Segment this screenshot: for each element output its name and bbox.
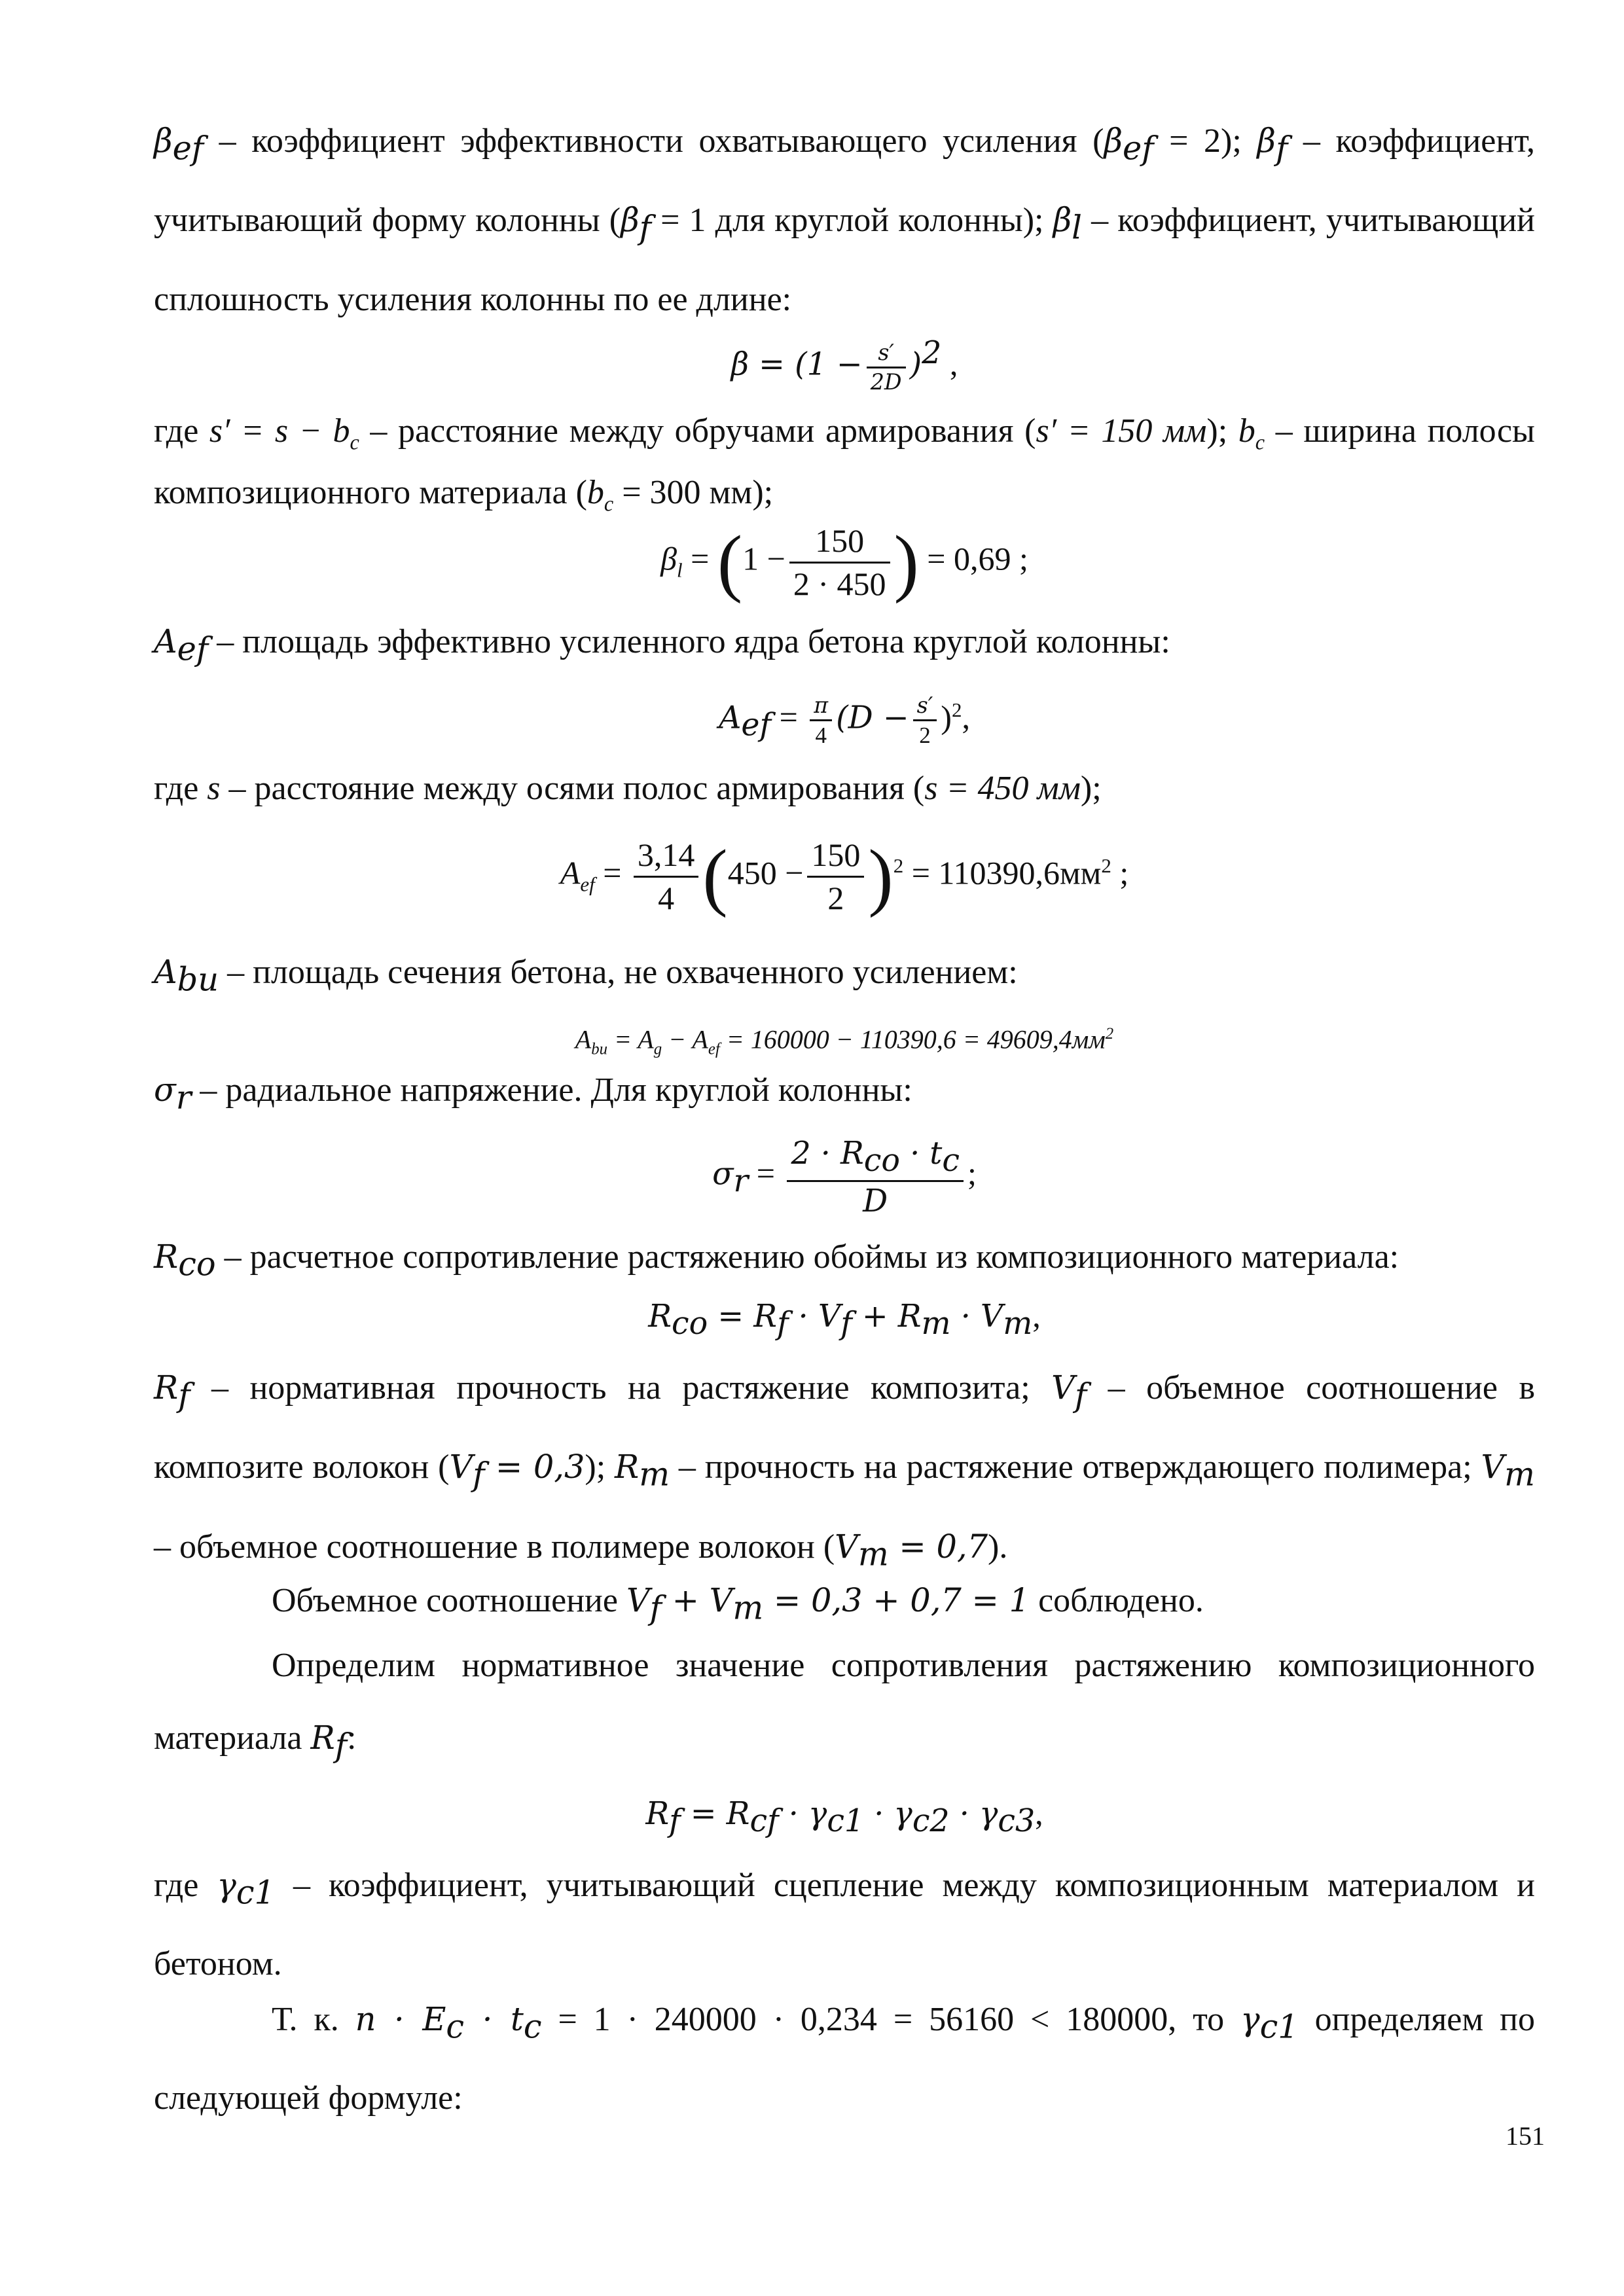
s-value: s = 450 мм: [924, 770, 1081, 807]
text-segment: );: [1080, 770, 1102, 807]
eq-lhs-sub: l: [677, 558, 683, 582]
text-segment: где: [154, 412, 209, 450]
bc-value: = 300 мм: [613, 474, 753, 512]
unit-exponent: 2: [1101, 853, 1111, 877]
text-segment: – коэффициент эффективности охватывающего усиления (: [204, 122, 1104, 160]
paragraph-condition: [154, 1983, 1535, 2134]
fraction-denominator: 2: [919, 722, 931, 748]
paragraph-abu: [154, 936, 1535, 1015]
num-sub: co: [863, 1143, 900, 1179]
ratio-value: = 0,3 + 0,7 = 1: [763, 1581, 1030, 1619]
text-segment: Объемное соотношение: [272, 1582, 626, 1619]
eq-term: − A: [662, 1024, 708, 1054]
aef-sub: ef: [177, 630, 209, 668]
rf-sub: f: [178, 1376, 190, 1414]
eq-sub: c2: [912, 1803, 950, 1839]
eq-rhs: ): [909, 346, 922, 383]
eq-sub: ef: [708, 1040, 720, 1058]
eq-tail: ,: [1035, 1795, 1043, 1831]
vm-symbol: V: [835, 1527, 858, 1566]
beta-l-sub: l: [1072, 208, 1082, 247]
eq-sub: c3: [998, 1803, 1036, 1839]
eq-sub: co: [672, 1306, 708, 1342]
eq-term: · γ: [949, 1796, 998, 1832]
text-segment: – ширина полосы композиционного материала (: [154, 412, 1535, 512]
num-term: · t: [899, 1136, 943, 1172]
fraction: [789, 520, 890, 604]
gamma-sub: c1: [236, 1873, 275, 1912]
text-segment: – площадь сечения бетона, не охваченного усилением:: [219, 954, 1018, 991]
gamma-sub: c1: [1259, 2007, 1299, 2046]
bc-symbol: b: [586, 474, 604, 512]
text-segment: , то: [1168, 2001, 1241, 2038]
calculation: = 1 · 240000 · 0,234 = 56160 < 180000: [541, 2001, 1168, 2038]
tc-term: · t: [464, 2000, 524, 2038]
text-segment: – расстояние между обручами армирования (: [359, 412, 1036, 450]
v-symbol: V: [626, 1581, 650, 1619]
text-segment: – коэффициент, учитывающий форму колонны (: [154, 122, 1536, 240]
ec-sub: c: [446, 2007, 465, 2046]
fraction: [867, 339, 906, 395]
equation-rco: [154, 1293, 1535, 1347]
eq-term: + R: [852, 1299, 922, 1335]
text-segment: где: [154, 770, 208, 807]
eq-tail: ;: [967, 1155, 977, 1192]
equation-aef: [154, 687, 1535, 749]
eq-lhs: A: [719, 700, 742, 736]
eq-exponent: 2: [951, 698, 962, 721]
eq-rhs: = 110390,6мм: [903, 854, 1102, 891]
beta-ef-symbol: β: [154, 122, 173, 160]
s-value: s′ = 150 мм: [1036, 412, 1207, 450]
fraction-numerator: 3,14: [634, 834, 699, 878]
eq-lhs: β: [660, 540, 677, 577]
eq-term: = R: [680, 1796, 750, 1832]
eq-term: = A: [607, 1024, 654, 1054]
eq-lhs-sub: ef: [580, 872, 595, 896]
eq-exponent: 2: [893, 853, 904, 877]
fraction-denominator: D: [863, 1183, 888, 1220]
fraction-numerator: 150: [789, 520, 890, 564]
num-term: 2 · R: [791, 1136, 864, 1172]
beta-ef-sub: ef: [1123, 129, 1154, 168]
fraction: [634, 834, 699, 918]
eq-rhs: ): [941, 698, 952, 736]
abu-symbol: A: [154, 953, 177, 991]
gamma-symbol: γ: [217, 1866, 236, 1904]
rco-symbol: R: [154, 1238, 179, 1276]
text-segment: – нормативная прочность на растяжение композита;: [190, 1369, 1052, 1407]
eq-sub: bu: [591, 1040, 608, 1058]
eq-sub: g: [653, 1040, 662, 1058]
eq-term: · γ: [864, 1796, 912, 1832]
eq-term: 1 −: [742, 540, 785, 577]
equation-beta-l: [154, 520, 1535, 604]
bc-sub: c: [604, 492, 614, 516]
eq-term: · V: [950, 1299, 1003, 1335]
eq-lhs: σ: [712, 1156, 734, 1193]
paragraph-beta-coefficients: [154, 105, 1535, 336]
text-segment: );: [585, 1448, 615, 1486]
text-segment: – расстояние между осями полос армирования (: [220, 770, 925, 807]
beta-f-sub: f: [1275, 129, 1288, 168]
right-paren: ): [868, 834, 893, 918]
eq-lhs: A: [575, 1024, 592, 1054]
rf-symbol: R: [310, 1719, 335, 1757]
eq-sub: c1: [827, 1803, 865, 1839]
bc-symbol: b: [1238, 412, 1255, 450]
equation-aef-value: [154, 834, 1535, 918]
fraction-numerator: π: [810, 692, 832, 721]
text-segment: Определим нормативное значение сопротивления растяжению композиционного материала: [154, 1647, 1535, 1757]
paragraph-define-rf: [154, 1630, 1535, 1781]
eq-sub: m: [1003, 1306, 1033, 1342]
text-segment: где: [154, 1867, 217, 1904]
equation-rf: [154, 1790, 1535, 1844]
equals-sign: =: [771, 698, 806, 736]
rf-sub: f: [334, 1726, 347, 1765]
text-segment: определяем по следующей формуле:: [154, 2001, 1535, 2117]
v-sub: m: [732, 1588, 764, 1627]
vf-symbol: V: [1051, 1369, 1075, 1407]
text-segment: – коэффициент, учитывающий сплошность усиления колонны по ее длине:: [154, 202, 1535, 318]
eq-lhs: β = (1 −: [731, 346, 863, 383]
paragraph-s-axes: [154, 753, 1535, 825]
sigma-sub: r: [175, 1078, 192, 1117]
vm-sub: m: [857, 1535, 889, 1573]
rm-symbol: R: [614, 1448, 640, 1486]
eq-term: = R: [708, 1299, 777, 1335]
equals-sign: =: [748, 1155, 784, 1192]
bc-sub: c: [1255, 430, 1265, 454]
eq-term: · V: [788, 1299, 841, 1335]
equation-beta: [154, 331, 1535, 395]
s-symbol: s: [207, 770, 221, 807]
vf-value: = 0,3: [484, 1448, 585, 1486]
fraction: [913, 692, 937, 749]
fraction-numerator: [787, 1132, 964, 1182]
text-segment: соблюдено.: [1030, 1582, 1204, 1619]
right-paren: ): [893, 520, 919, 604]
paragraph-sigma: [154, 1054, 1535, 1133]
n-ec-term: n · E: [355, 2000, 446, 2038]
text-segment: – объемное соотношение в композите волокон (: [154, 1369, 1536, 1486]
beta-f-sub: f: [639, 208, 651, 247]
s-definition-sub: c: [350, 430, 359, 454]
beta-l-symbol: β: [1053, 201, 1072, 240]
eq-lhs: A: [560, 854, 581, 891]
fraction-denominator: 2D: [870, 368, 902, 395]
fraction-denominator: 4: [658, 879, 675, 916]
eq-tail: ,: [1032, 1297, 1041, 1334]
eq-term: (D −: [836, 700, 909, 736]
text-segment: );: [1206, 412, 1238, 450]
fraction-numerator: s′: [867, 339, 906, 368]
s-definition: s′ = s − b: [209, 412, 350, 450]
eq-sub: f: [840, 1306, 852, 1342]
aef-symbol: A: [154, 622, 177, 660]
text-segment: – коэффициент, учитывающий сцепление между композиционным материалом и бетоном.: [154, 1867, 1535, 1983]
left-paren: (: [717, 520, 743, 604]
fraction: [807, 834, 864, 918]
paragraph-rco: [154, 1221, 1535, 1300]
equals-sign: =: [682, 540, 717, 577]
text-segment: – расчетное сопротивление растяжению обоймы из композиционного материала:: [215, 1238, 1399, 1276]
eq-sub: f: [669, 1803, 681, 1839]
vf-sub: f: [1074, 1376, 1087, 1414]
eq-lhs-sub: ef: [741, 707, 772, 744]
beta-ef-symbol: β: [1104, 122, 1123, 160]
fraction-numerator: s′: [913, 692, 937, 721]
tc-sub: c: [523, 2007, 542, 2046]
text-segment: – радиальное напряжение. Для круглой колонны:: [191, 1071, 912, 1109]
fraction-denominator: 2 · 450: [793, 565, 886, 602]
page-number: 151: [1506, 2121, 1545, 2151]
fraction-denominator: 4: [815, 722, 827, 748]
text-segment: ).: [988, 1528, 1008, 1566]
eq-tail: ;: [1111, 854, 1129, 891]
text-segment: = 2);: [1153, 122, 1257, 160]
text-segment: );: [752, 474, 774, 512]
text-segment: = 1 для круглой колонны);: [651, 202, 1053, 240]
eq-term: R: [645, 1796, 670, 1832]
abu-sub: bu: [177, 960, 219, 999]
eq-exponent: 2: [922, 335, 942, 371]
eq-lhs-sub: r: [733, 1163, 749, 1200]
fraction: [810, 692, 832, 749]
paragraph-s-definition: [154, 406, 1535, 529]
eq-term: · γ: [778, 1796, 827, 1832]
vm-sub: m: [1504, 1455, 1535, 1494]
eq-exponent: 2: [1105, 1025, 1114, 1043]
rf-symbol: R: [154, 1369, 179, 1407]
equation-sigma: [154, 1132, 1535, 1221]
text-segment: :: [346, 1719, 357, 1757]
fraction-denominator: 2: [827, 879, 844, 916]
eq-tail: ,: [941, 345, 958, 382]
beta-ef-sub: ef: [172, 129, 204, 168]
eq-rhs: = 0,69 ;: [918, 540, 1028, 577]
text-segment: – объемное соотношение в полимере волокон (: [154, 1528, 835, 1566]
eq-sub: cf: [749, 1803, 779, 1839]
beta-f-symbol: β: [1257, 122, 1276, 160]
left-paren: (: [702, 834, 728, 918]
eq-term: = 160000 − 110390,6 = 49609,4мм: [719, 1024, 1106, 1054]
sigma-symbol: σ: [154, 1071, 176, 1109]
eq-sub: m: [921, 1306, 951, 1342]
eq-sub: f: [776, 1306, 789, 1342]
vf-symbol: V: [449, 1448, 473, 1486]
fraction-numerator: 150: [807, 834, 864, 878]
v-sub: f: [649, 1588, 662, 1627]
rco-sub: co: [178, 1245, 216, 1283]
vf-sub: f: [473, 1455, 485, 1494]
num-sub: c: [942, 1143, 960, 1179]
vm-symbol: V: [1481, 1448, 1505, 1486]
eq-term: 450 −: [727, 854, 804, 891]
eq-term: R: [648, 1299, 672, 1335]
text-segment: – площадь эффективно усиленного ядра бетона круглой колонны:: [208, 623, 1170, 660]
paragraph-rf-vf: [154, 1352, 1535, 1590]
v-symbol: + V: [661, 1581, 733, 1619]
vm-value: = 0,7: [888, 1527, 988, 1566]
gamma-symbol: γ: [1240, 2000, 1260, 2038]
rm-sub: m: [639, 1455, 670, 1494]
text-segment: Т. к.: [272, 2001, 355, 2038]
eq-tail: ,: [962, 698, 970, 736]
equals-sign: =: [594, 854, 630, 891]
paragraph-aef: [154, 605, 1535, 685]
beta-f-symbol: β: [621, 201, 640, 240]
text-segment: – прочность на растяжение отверждающего полимера;: [670, 1448, 1481, 1486]
paragraph-gamma-c1: [154, 1849, 1535, 2000]
fraction: [787, 1132, 964, 1221]
